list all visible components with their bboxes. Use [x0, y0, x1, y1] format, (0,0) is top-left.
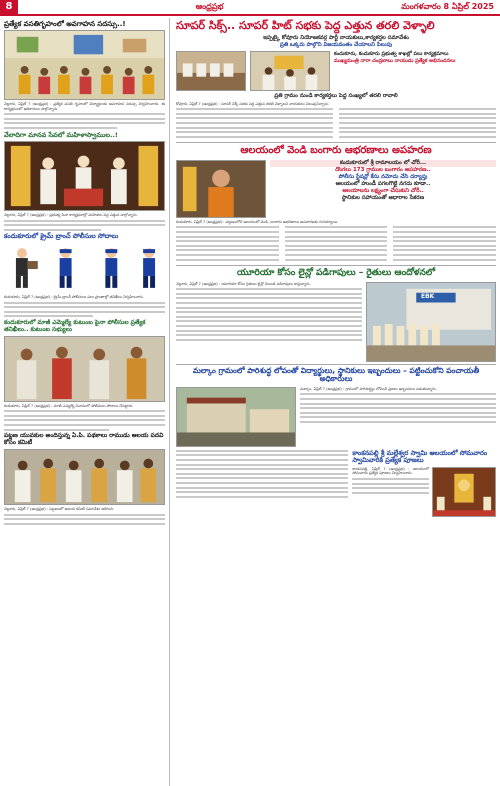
story-body: నెల్లూరు, ఏప్రిల్ 7 (ఆంధ్రప్రభ) : ప్రత్యేక వసతి గృహంలో విద్యార్థులకు అవగాహన సదస్సు నిర్వహించారు. ఈ కార్యక్రమంలో అధికారులు పాల్గొన్నారు.	[4, 102, 165, 111]
temple-headline: కాంకనపల్లి శ్రీ మల్లేశ్వర స్వామి ఆలయంలో సోమవారం స్వామివారికి ప్రత్యేక పూజలు	[352, 448, 488, 465]
story-body: నెల్లూరు, ఏప్రిల్ 7 (ఆంధ్రప్రభ) : ప్రభుత్వ సేవా కార్యక్రమాల్లో మహిళలు పెద్ద ఎత్తున పాల్గొన్నారు.	[4, 213, 138, 218]
illustration-police-chase	[4, 243, 165, 293]
story-mla-family	[4, 320, 165, 431]
theft-deck-6: స్థానికుల సహాయంతో ఆధారాల సేకరణ	[341, 194, 425, 201]
page-header	[0, 0, 500, 16]
photo-hostel-event	[4, 30, 165, 100]
photo-urea-queue	[366, 282, 496, 362]
story-super-six	[176, 20, 496, 140]
story-body: నెల్లూరు, ఏప్రిల్ 7 (ఆంధ్రప్రభ) : పట్టణంలో ఆలయ కమిటీ సమావేశం జరిగింది.	[4, 507, 114, 512]
headline: పట్టణ యువకుల అందిస్తున్న ఏ.పి. పథకాలు రాముడు ఆలయ పదవి కోసం కమిటీ	[4, 432, 164, 447]
lead-headline: సూపర్ సిక్స్.. సూపర్ హిట్ సభకు పెద్ద ఎత్తున తరలి వెళ్ళాలి	[176, 19, 435, 32]
lead-deck-4: ముఖ్యమంత్రి నారా చంద్రబాబు నాయుడు ప్రత్యేక అభినందనలు	[334, 57, 456, 64]
story-temple-pooja	[352, 450, 496, 517]
story-urea-queue	[176, 268, 496, 361]
photo-mla-family	[4, 336, 165, 402]
urea-headline: యూరియా కోసం లైన్లో పడిగాపులు – రైతులు ఆందోళనలో	[236, 268, 436, 279]
theft-deck-1: కందుకూరులో శ్రీ రామాలయం లో చోరీ...	[270, 160, 496, 167]
theft-deck-4: ఆలయంలో హుండీ పగలగొట్టి నగదు కూడా..	[335, 180, 431, 187]
story-hostel-awareness	[4, 20, 165, 129]
lead-deck-3: కందుకూరు, కందుకూరు ప్రభుత్వ శాఖల్లో పలు కార్యక్రమాలు	[334, 50, 449, 57]
theft-body: కందుకూరు, ఏప్రిల్ 7 (ఆంధ్రప్రభ) : పట్టణంలోని ఆలయంలో వెండి, బంగారు ఆభరణాలు అపహరణకు గురయ్యాయి.	[176, 219, 339, 224]
shop-sign: EBK	[421, 292, 435, 300]
lead-body: కోవూరు, ఏప్రిల్ 7 (ఆంధ్రప్రభ) : సూపర్ సిక్స్ సభకు పెద్ద ఎత్తున తరలి వెళ్ళాలని నాయకులు పిలుపునిచ్చారు.	[176, 101, 330, 106]
theft-deck-3: పోలీసు స్టేషన్లో కేసు నమోదు చేసి దర్యాప్తు	[338, 173, 428, 180]
page-number: 8	[0, 0, 18, 15]
story-body: కందుకూరు, ఏప్రిల్ 7 (ఆంధ్రప్రభ) : క్రైమ్ బ్రాంచ్ పోలీసులు పలు ప్రాంతాల్లో తనిఖీలు నిర్వహించారు.	[4, 294, 144, 299]
masthead: ఆంధ్రప్రభ	[195, 1, 224, 11]
left-column	[0, 18, 170, 786]
right-column	[172, 18, 500, 786]
temple-body: కాంకనపల్లి, ఏప్రిల్ 7 (ఆంధ్రప్రభ) : ఆలయంలో సోమవారం ప్రత్యేక పూజలు నిర్వహించారు.	[352, 466, 429, 476]
photo-village-school	[176, 387, 296, 447]
headline: వేలాదిగా మానవ సేవలో మహిళాస్వాముల..!	[4, 130, 118, 139]
story-body: కందుకూరు, ఏప్రిల్ 7 (ఆంధ్రప్రభ) : మాజీ ఎమ్మెల్యే నివాసంలో పోలీసులు సోదాలు చేపట్టారు.	[4, 403, 134, 408]
theft-deck-2: దొంగలు 173 గ్రాముల బంగారం అపహరణ..	[335, 166, 431, 173]
village-body: మల్కాం, ఏప్రిల్ 7 (ఆంధ్రప్రభ) : గ్రామంలో పారిశుద్ధ్యం లోపించి ప్రజలు ఇబ్బందులు పడుతున్నారు.	[300, 386, 437, 391]
dateline: మంగళవారం 8 ఏప్రిల్ 2025	[401, 1, 494, 11]
story-crime-branch	[4, 233, 165, 317]
headline: కందుకూరులో క్రైమ్ బ్రాంచ్ పోలీసుల సోదాలు	[4, 232, 119, 241]
photo-women-service	[4, 141, 165, 211]
lead-deck-1: ఇప్పట్కై కోవూరు నియోజకవర్గ పార్టీ నాయకులు,కార్యకర్తల సమావేశం	[263, 34, 409, 41]
lead-deck-5: ప్రతి గ్రామం నుండి కార్యకర్తలు పెద్ద సంఖ్యలో తరలి రావాలి	[274, 92, 398, 99]
story-temple-theft	[176, 145, 496, 263]
story-malkam-sanitation	[176, 367, 496, 517]
lead-deck-2: ప్రతి ఒక్కరు పాల్గొని విజయవంతం చేయాలని పిలుపు	[279, 41, 393, 48]
photo-leaders	[250, 51, 330, 91]
theft-deck-5: ఆలయాలను లక్ష్యంగా చేసుకుని చోరీ..	[342, 187, 424, 194]
village-headline: మల్కాం గ్రామంలో పారిశుద్ధ లోపంతో విద్యార్థులు, స్థానికులు ఇబ్బందులు – పట్టించుకోని పంచాయతీ అధికారులు	[192, 365, 480, 384]
photo-temple-deity	[432, 467, 496, 517]
headline: కందుకూరులో మాజీ ఎమ్మెల్యే కుటుంబ పైనా పోలీసుల ప్రత్యేక తనిఖీలు.. కుటుంబ సభ్యులు	[4, 318, 146, 333]
story-temple-committee	[4, 433, 165, 525]
photo-meeting	[176, 51, 246, 91]
photo-priest	[176, 160, 266, 218]
photo-temple-committee	[4, 449, 165, 505]
urea-body: నెల్లూరు, ఏప్రిల్ 7 (ఆంధ్రప్రభ) : యూరియా కోసం రైతులు లైన్లో నిలబడి పడిగాపులు కాస్తున్నారు.	[176, 281, 311, 286]
story-women-service	[4, 132, 165, 231]
theft-headline: ఆలయంలో వెండి బంగారు ఆభరణాలు అపహరణ	[240, 145, 432, 157]
headline: ప్రత్యేక వసతిగృహంలో అవగాహన సదస్సు..!	[4, 20, 126, 28]
